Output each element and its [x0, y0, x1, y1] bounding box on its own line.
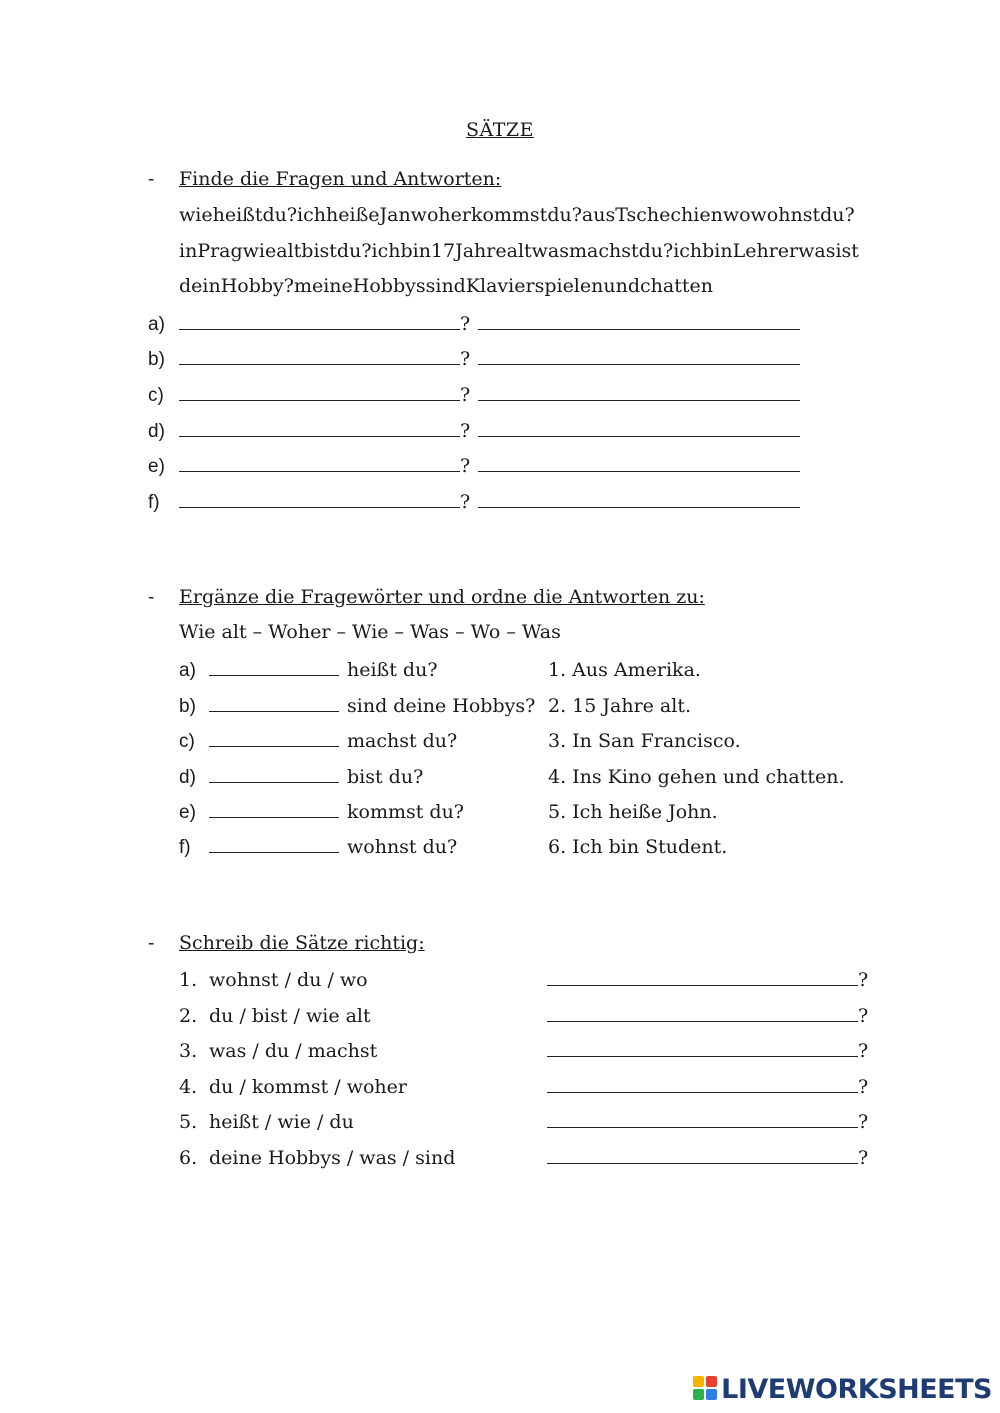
question-text: sind deine Hobbys? — [347, 695, 536, 717]
sentence-blank[interactable] — [547, 1109, 858, 1128]
question-text: wohnst du? — [347, 836, 458, 858]
answer-row-e — [148, 453, 800, 478]
row-letter: b) — [179, 696, 196, 717]
answer-blank[interactable] — [478, 489, 800, 508]
question-word-blank[interactable] — [209, 834, 339, 853]
sentence-row-4 — [179, 1074, 868, 1098]
question-mark: ? — [460, 455, 471, 477]
row-letter: e) — [179, 802, 196, 823]
section3-heading: Schreib die Sätze richtig: — [179, 932, 425, 954]
answer-row-b — [148, 346, 800, 371]
question-word-blank[interactable] — [209, 799, 339, 818]
row-letter: a) — [148, 314, 165, 335]
scrambled-words: deine Hobbys / was / sind — [209, 1147, 456, 1169]
question-mark: ? — [460, 384, 471, 406]
question-row-a — [179, 657, 701, 682]
section2-heading: Ergänze die Fragewörter und ordne die Antworten zu: — [179, 586, 705, 608]
logo-square-2 — [706, 1376, 717, 1387]
sentence-row-6 — [179, 1145, 868, 1169]
question-word-blank[interactable] — [209, 728, 339, 747]
row-letter: a) — [179, 660, 196, 681]
liveworksheets-logo[interactable] — [693, 1369, 992, 1409]
question-mark: ? — [460, 420, 471, 442]
question-row-c — [179, 728, 741, 753]
row-letter: f) — [148, 492, 160, 513]
row-number: 4. — [179, 1076, 198, 1098]
scrambled-words: heißt / wie / du — [209, 1111, 354, 1133]
sentence-row-3 — [179, 1038, 868, 1062]
answer-row-c — [148, 382, 800, 407]
row-letter: e) — [148, 456, 165, 477]
liveworksheets-logo-icon — [693, 1376, 719, 1402]
section1-bullet: - — [148, 168, 155, 190]
sentence-row-5 — [179, 1109, 868, 1133]
answer-text: 3. In San Francisco. — [548, 730, 741, 752]
question-word-blank[interactable] — [209, 764, 339, 783]
question-blank[interactable] — [179, 346, 460, 365]
answer-text: 4. Ins Kino gehen und chatten. — [548, 766, 845, 788]
answer-blank[interactable] — [478, 346, 800, 365]
answer-text: 5. Ich heiße John. — [548, 801, 718, 823]
section3-bullet: - — [148, 932, 155, 954]
question-mark: ? — [858, 1076, 869, 1098]
row-number: 3. — [179, 1040, 198, 1062]
section1-heading: Finde die Fragen und Antworten: — [179, 168, 502, 190]
row-letter: b) — [148, 349, 165, 370]
scrambled-line-3: deinHobby?meineHobbyssindKlavierspielenundchatten — [179, 275, 713, 297]
question-mark: ? — [460, 313, 471, 335]
scrambled-line-2: inPragwiealtbistdu?ichbin17Jahrealtwasmachstdu?ichbinLehrerwasist — [179, 240, 859, 262]
question-blank[interactable] — [179, 489, 460, 508]
question-mark: ? — [460, 491, 471, 513]
question-text: heißt du? — [347, 659, 438, 681]
answer-text: 6. Ich bin Student. — [548, 836, 728, 858]
answer-row-a — [148, 311, 800, 336]
sentence-row-1 — [179, 967, 868, 991]
question-row-f — [179, 834, 727, 859]
question-mark: ? — [858, 1111, 869, 1133]
row-letter: d) — [148, 421, 165, 442]
answer-blank[interactable] — [478, 311, 800, 330]
question-mark: ? — [858, 1147, 869, 1169]
sentence-blank[interactable] — [547, 967, 858, 986]
sentence-blank[interactable] — [547, 1145, 858, 1164]
question-mark: ? — [858, 1040, 869, 1062]
question-blank[interactable] — [179, 311, 460, 330]
row-letter: c) — [179, 731, 195, 752]
page-title: SÄTZE — [466, 119, 534, 141]
scrambled-words: was / du / machst — [209, 1040, 378, 1062]
logo-text: LIVEWORKSHEETS — [721, 1373, 992, 1405]
sentence-blank[interactable] — [547, 1003, 858, 1022]
answer-text: 2. 15 Jahre alt. — [548, 695, 692, 717]
question-row-b — [179, 693, 691, 718]
question-mark: ? — [858, 969, 869, 991]
logo-square-1 — [693, 1376, 704, 1387]
answer-row-f — [148, 489, 800, 514]
row-number: 2. — [179, 1005, 198, 1027]
question-word-blank[interactable] — [209, 657, 339, 676]
question-word-blank[interactable] — [209, 693, 339, 712]
scrambled-line-1: wieheißtdu?ichheißeJanwoherkommstdu?ausTschechienwowohnstdu? — [179, 204, 855, 226]
section2-bullet: - — [148, 586, 155, 608]
question-row-d — [179, 764, 845, 789]
question-blank[interactable] — [179, 382, 460, 401]
row-letter: c) — [148, 385, 164, 406]
question-blank[interactable] — [179, 453, 460, 472]
row-number: 5. — [179, 1111, 198, 1133]
sentence-blank[interactable] — [547, 1038, 858, 1057]
row-letter: d) — [179, 767, 196, 788]
row-number: 6. — [179, 1147, 198, 1169]
question-row-e — [179, 799, 718, 824]
answer-text: 1. Aus Amerika. — [548, 659, 701, 681]
scrambled-words: du / bist / wie alt — [209, 1005, 371, 1027]
row-letter: f) — [179, 837, 191, 858]
word-bank: Wie alt – Woher – Wie – Was – Wo – Was — [179, 621, 561, 643]
question-blank[interactable] — [179, 418, 460, 437]
sentence-row-2 — [179, 1003, 868, 1027]
answer-blank[interactable] — [478, 382, 800, 401]
question-text: machst du? — [347, 730, 458, 752]
scrambled-words: du / kommst / woher — [209, 1076, 407, 1098]
logo-square-3 — [693, 1389, 704, 1400]
answer-row-d — [148, 418, 800, 443]
sentence-blank[interactable] — [547, 1074, 858, 1093]
answer-blank[interactable] — [478, 453, 800, 472]
question-mark: ? — [858, 1005, 869, 1027]
row-number: 1. — [179, 969, 198, 991]
question-mark: ? — [460, 348, 471, 370]
logo-square-4 — [706, 1389, 717, 1400]
answer-blank[interactable] — [478, 418, 800, 437]
scrambled-words: wohnst / du / wo — [209, 969, 368, 991]
question-text: bist du? — [347, 766, 424, 788]
question-text: kommst du? — [347, 801, 464, 823]
